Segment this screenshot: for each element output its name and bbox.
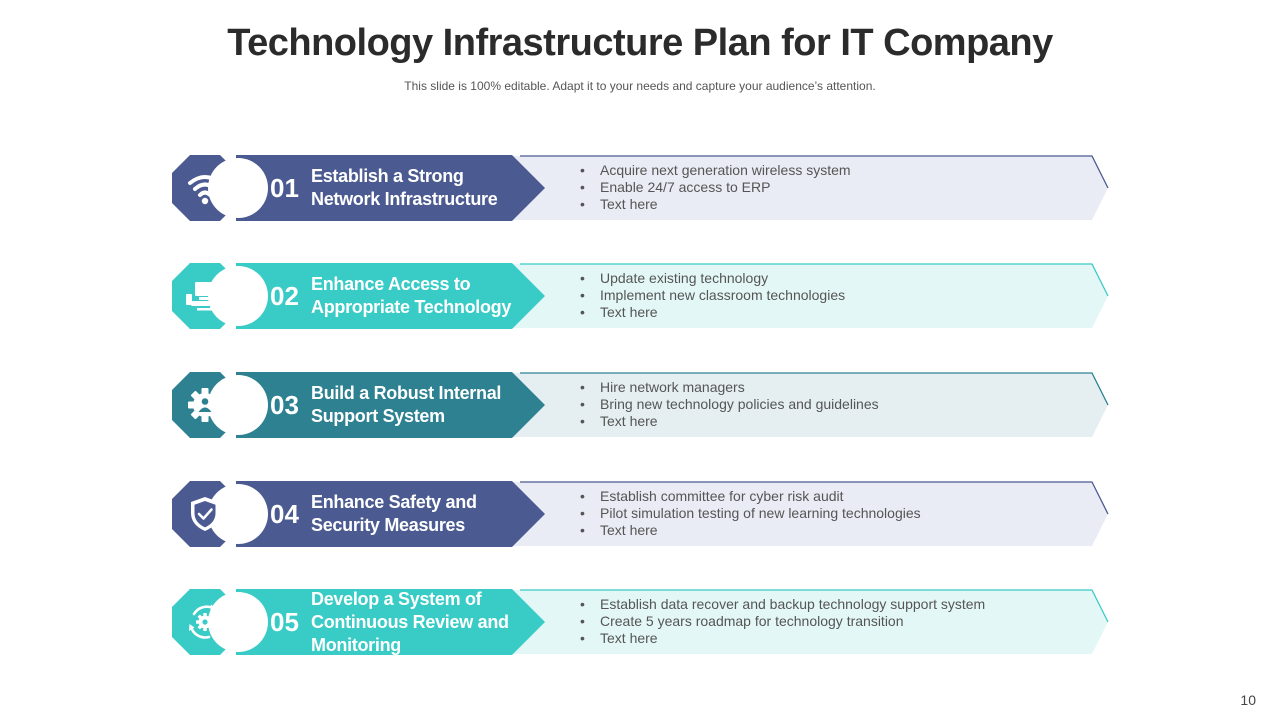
- bullet-item: • Create 5 years roadmap for technology transition: [580, 613, 985, 630]
- bullet-item: • Enable 24/7 access to ERP: [580, 179, 851, 196]
- bullet-item: • Bring new technology policies and guidelines: [580, 396, 879, 413]
- wifi-icon: [172, 155, 238, 221]
- plan-row-1: [0, 155, 1280, 221]
- bullet-item: • Text here: [580, 413, 879, 430]
- plan-row-3: [0, 372, 1280, 438]
- item-bullets: [580, 379, 879, 430]
- item-bullets: [580, 162, 851, 213]
- item-bullets: [580, 270, 845, 321]
- item-heading: Enhance Safety and Security Measures: [311, 492, 477, 535]
- bullet-item: • Pilot simulation testing of new learning technologies: [580, 505, 921, 522]
- item-number: 02: [270, 280, 299, 311]
- item-number: 03: [270, 389, 299, 420]
- bullet-item: • Text here: [580, 630, 985, 647]
- bullet-item: • Update existing technology: [580, 270, 845, 287]
- bullet-item: • Text here: [580, 304, 845, 321]
- item-number: 01: [270, 172, 299, 203]
- bullet-item: • Hire network managers: [580, 379, 879, 396]
- computer-devices-icon: [172, 263, 238, 329]
- bullet-item: • Establish committee for cyber risk audit: [580, 488, 921, 505]
- item-heading: Establish a Strong Network Infrastructure: [311, 166, 498, 209]
- page-number: 10: [1240, 692, 1256, 708]
- item-number: 05: [270, 606, 299, 637]
- plan-row-5: [0, 589, 1280, 655]
- bullet-item: • Text here: [580, 522, 921, 539]
- gear-cycle-icon: [172, 589, 238, 655]
- plan-row-2: [0, 263, 1280, 329]
- item-bullets: [580, 596, 985, 647]
- bullet-item: • Text here: [580, 196, 851, 213]
- item-heading: Enhance Access to Appropriate Technology: [311, 274, 512, 317]
- slide-title: Technology Infrastructure Plan for IT Company: [227, 22, 1053, 64]
- bullet-item: • Acquire next generation wireless system: [580, 162, 851, 179]
- item-heading: Develop a System of Continuous Review and Monitoring: [311, 588, 509, 655]
- bullet-item: • Establish data recover and backup technology support system: [580, 596, 985, 613]
- item-heading: Build a Robust Internal Support System: [311, 383, 502, 426]
- plan-row-4: [0, 481, 1280, 547]
- gear-people-icon: [172, 372, 238, 438]
- item-bullets: [580, 488, 921, 539]
- slide-subtitle: This slide is 100% editable. Adapt it to your needs and capture your audience’s attention.: [404, 79, 876, 93]
- bullet-item: • Implement new classroom technologies: [580, 287, 845, 304]
- item-number: 04: [270, 498, 299, 529]
- shield-check-icon: [172, 481, 238, 547]
